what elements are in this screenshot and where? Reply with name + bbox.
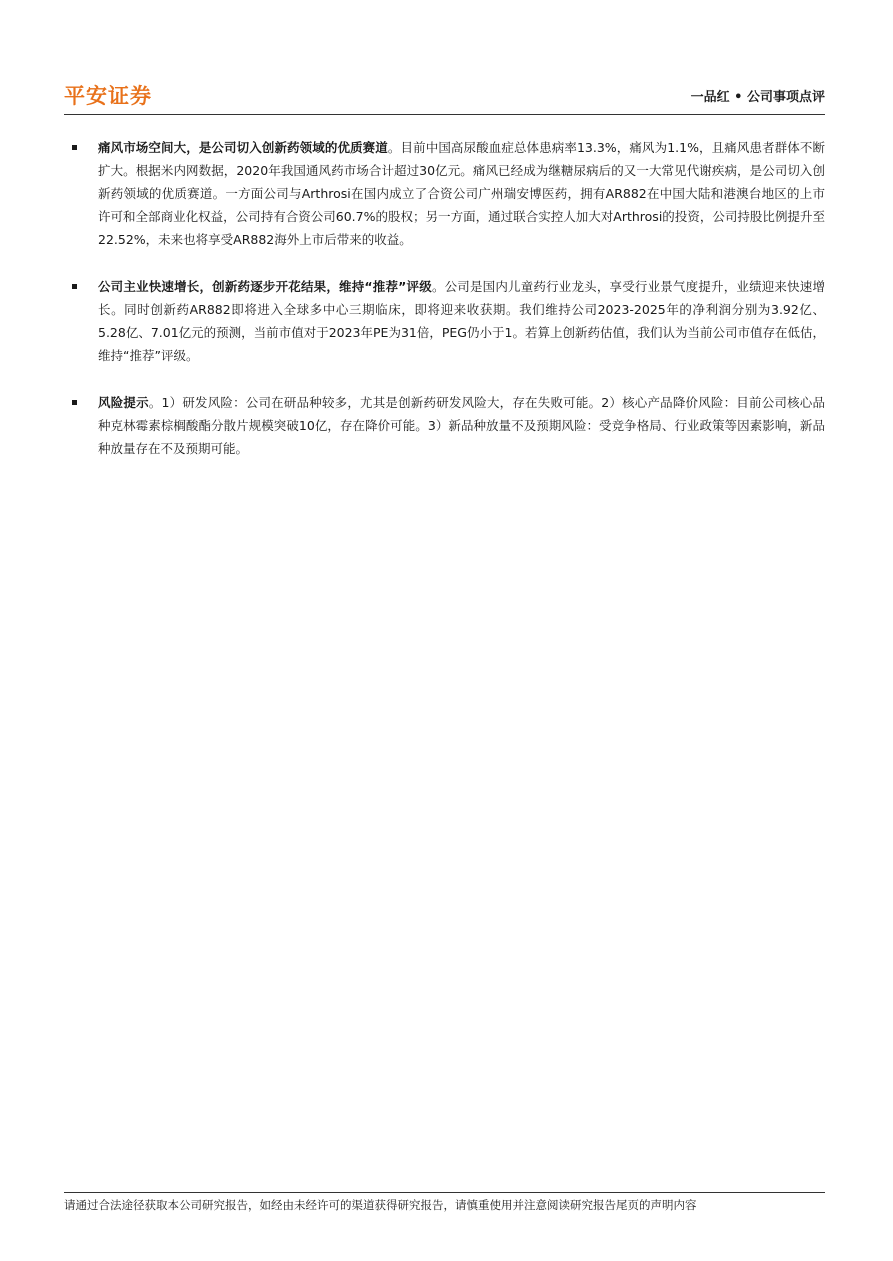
bullet-lead: 公司主业快速增长，创新药逐步开花结果，维持“推荐”评级 [98, 279, 432, 294]
bullet-item-risks [64, 391, 825, 460]
bullet-item-gout-market [64, 136, 825, 251]
footer-disclaimer: 请通过合法途径获取本公司研究报告，如经由未经许可的渠道获得研究报告，请慎重使用并注意阅读研究报告尾页的声明内容 [64, 1198, 697, 1212]
bullet-square-icon [72, 284, 77, 289]
report-body [64, 136, 825, 484]
footer-divider [64, 1192, 825, 1193]
report-type-label: 一品红 • 公司事项点评 [690, 90, 825, 105]
header-divider [64, 114, 825, 115]
bullet-item-rating [64, 275, 825, 367]
bullet-lead: 风险提示 [98, 395, 149, 410]
bullet-square-icon [72, 145, 77, 150]
bullet-text: 。公司是国内儿童药行业龙头，享受行业景气度提升，业绩迎来快速增长。同时创新药AR882即将进入全球多中心三期临床，即将迎来收获期。我们维持公司2023-2025年的净利润分别为3.92亿、5.28亿、7.01亿元的预测，当前市值对于2023年PE为31倍，PEG仍小于1。若算上创新药估值，我们认为当前公司市值存在低估，维持“推荐”评级。 [98, 279, 825, 363]
bullet-text: 。1）研发风险：公司在研品种较多，尤其是创新药研发风险大，存在失败可能。2）核心产品降价风险：目前公司核心品种克林霉素棕榈酸酯分散片规模突破10亿，存在降价可能。3）新品种放量不及预期风险：受竞争格局、行业政策等因素影响，新品种放量存在不及预期可能。 [98, 395, 825, 456]
bullet-text: 。目前中国高尿酸血症总体患病率13.3%，痛风为1.1%，且痛风患者群体不断扩大。根据米内网数据，2020年我国通风药市场合计超过30亿元。痛风已经成为继糖尿病后的又一大常见代谢疾病，是公司切入创新药领域的优质赛道。一方面公司与Arthrosi在国内成立了合资公司广州瑞安博医药，拥有AR882在中国大陆和港澳台地区的上市许可和全部商业化权益，公司持有合资公司60.7%的股权；另一方面，通过联合实控人加大对Arthrosi的投资，公司持股比例提升至22.52%，未来也将享受AR882海外上市后带来的收益。 [98, 140, 825, 247]
company-logo: 平安证券 [64, 84, 152, 108]
bullet-lead: 痛风市场空间大，是公司切入创新药领域的优质赛道 [98, 140, 388, 155]
bullet-square-icon [72, 400, 77, 405]
